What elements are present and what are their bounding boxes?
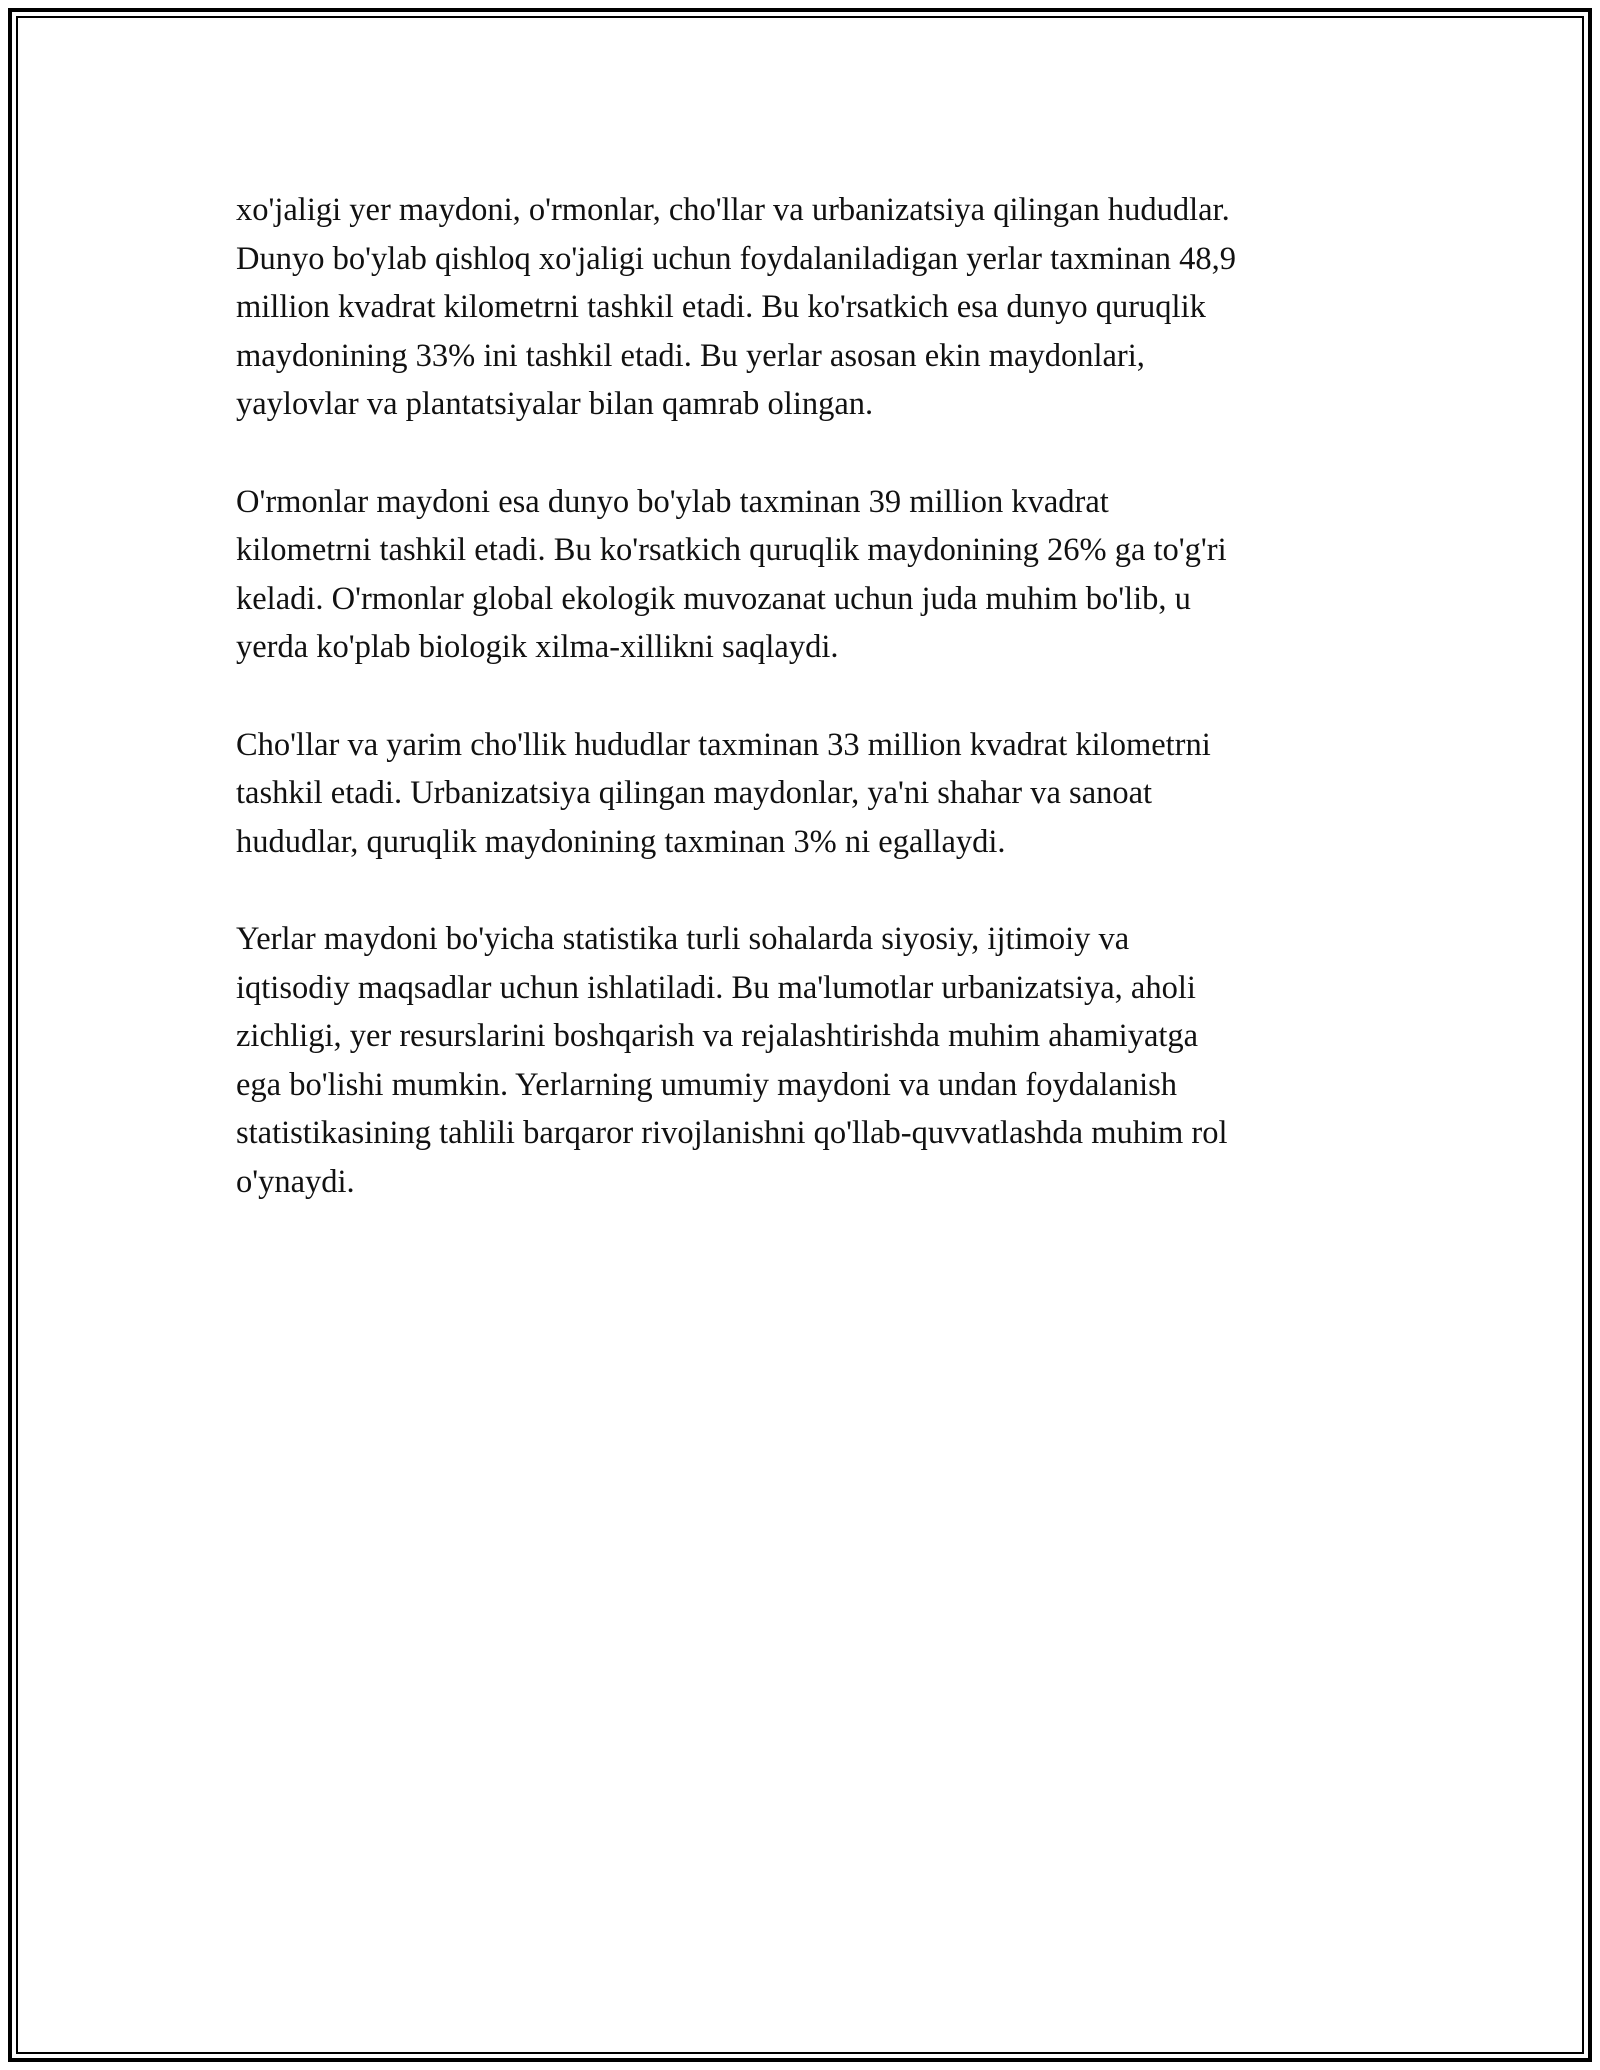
paragraph-statistics-usage: Yerlar maydoni bo'yicha statistika turli sohalarda siyosiy, ijtimoiy va iqtisodiy maqsadlar uchun ishlatiladi. Bu ma'lumotlar urbanizatsiya, aholi zichligi, yer resurslarini boshqarish va rejalashtirishda muhim ahamiyatga ega bo'lishi mumkin. Yerlarning umumiy maydoni va undan foydalanish statistikasining tahlili barqaror rivojlanishni qo'llab-quvvatlashda muhim rol o'ynaydi.	[236, 920, 1228, 1200]
paragraph-forests: O'rmonlar maydoni esa dunyo bo'ylab taxminan 39 million kvadrat kilometrni tashkil etadi. Bu ko'rsatkich quruqlik maydonining 26% ga to'g'ri keladi. O'rmonlar global ekologik muvozanat uchun juda muhim bo'lib, u yerda ko'plab biologik xilma-xillikni saqlaydi.	[236, 483, 1227, 666]
document-body	[236, 186, 1376, 1255]
paragraph-land-use-agriculture: xo'jaligi yer maydoni, o'rmonlar, cho'llar va urbanizatsiya qilingan hududlar. Dunyo bo'ylab qishloq xo'jaligi uchun foydalaniladigan yerlar taxminan 48,9 million kvadrat kilometrni tashkil etadi. Bu ko'rsatkich esa dunyo quruqlik maydonining 33% ini tashkil etadi. Bu yerlar asosan ekin maydonlari, yaylovlar va plantatsiyalar bilan qamrab olingan.	[236, 192, 1237, 423]
paragraph-deserts-urban: Cho'llar va yarim cho'llik hududlar taxminan 33 million kvadrat kilometrni tashkil etadi. Urbanizatsiya qilingan maydonlar, ya'ni shahar va sanoat hududlar, quruqlik maydonining taxminan 3% ni egallaydi.	[236, 726, 1211, 860]
